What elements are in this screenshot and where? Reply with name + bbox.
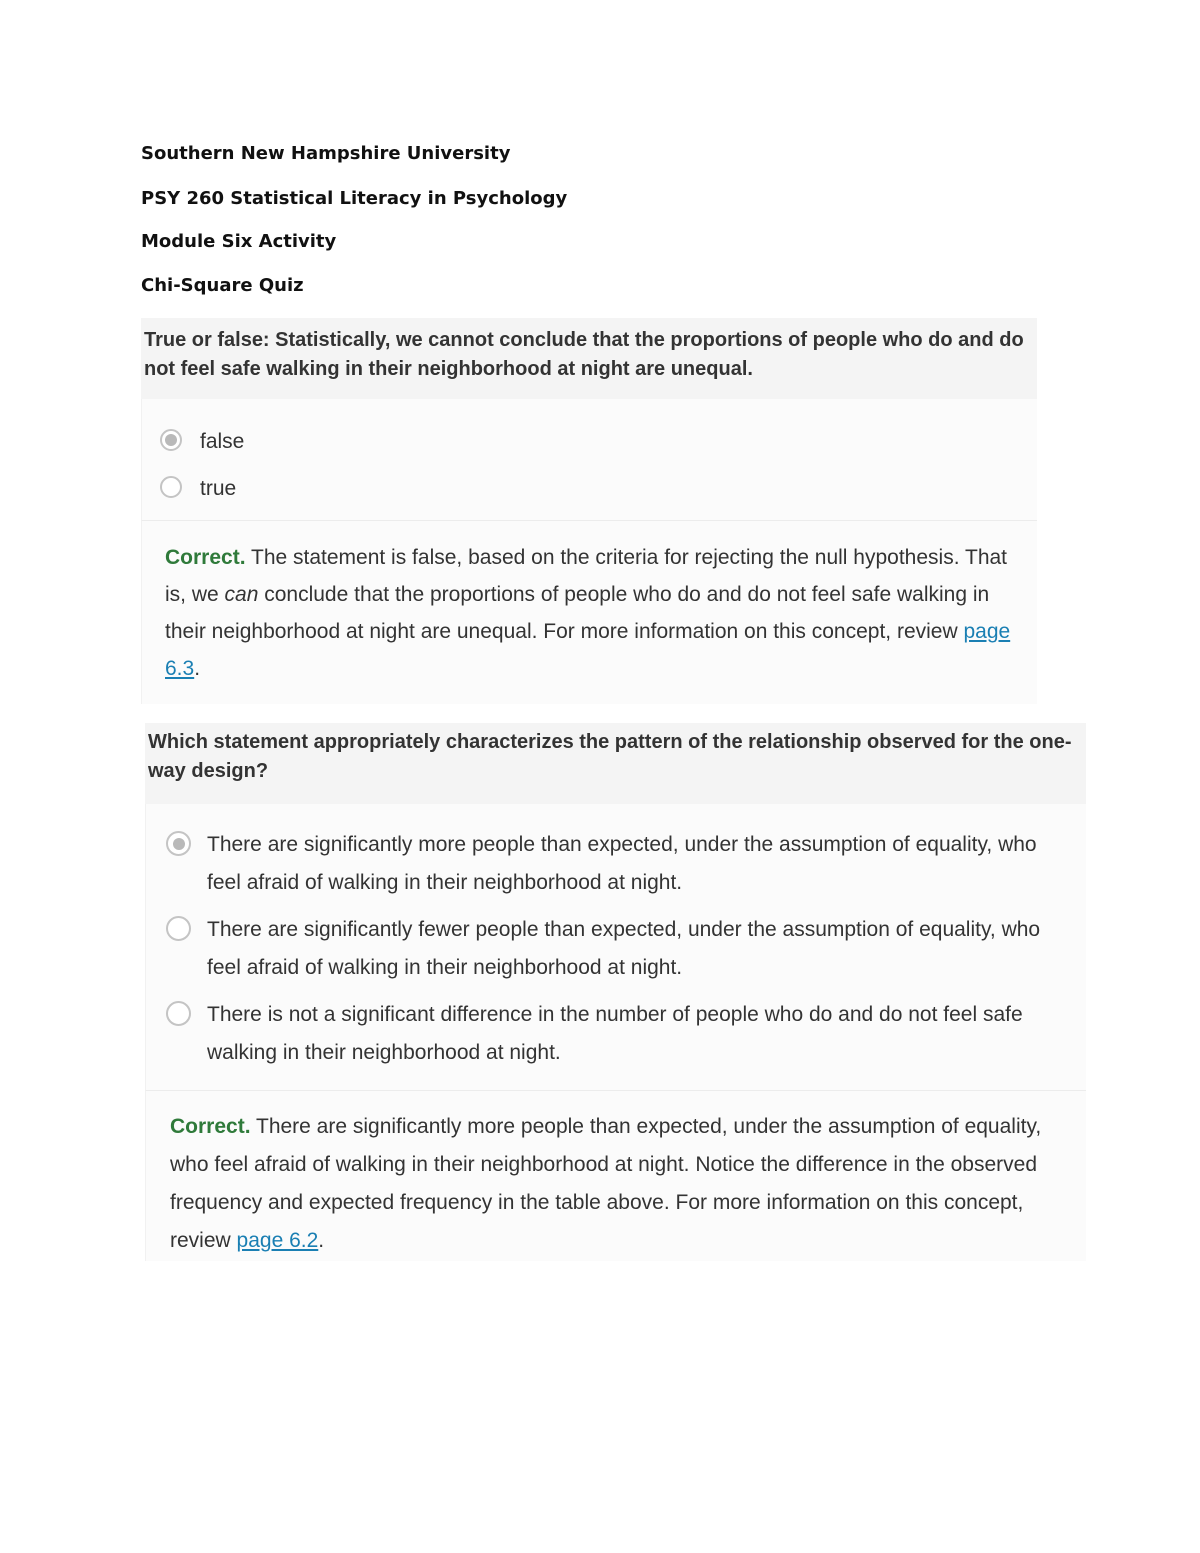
review-page-link[interactable]: page 6.3 xyxy=(165,620,1011,680)
answer-option-more[interactable] xyxy=(146,826,1086,911)
question-prompt: True or false: Statistically, we cannot conclude that the proportions of people who do and do not feel safe walking in their neighborhood at night are unequal. xyxy=(141,318,1037,399)
university-name: Southern New Hampshire University xyxy=(141,143,511,164)
answer-option-fewer[interactable] xyxy=(146,911,1086,996)
answer-option-label: There are significantly more people than expected, under the assumption of equality, who feel afraid of walking in their neighborhood at night. xyxy=(207,833,1037,894)
question-card-1 xyxy=(141,318,1037,704)
answer-option-label: false xyxy=(200,430,245,453)
module-title: Module Six Activity xyxy=(141,231,337,252)
answer-option-false[interactable] xyxy=(142,421,1037,468)
feedback-text: conclude that the proportions of people who do and do not feel safe walking in their neighborhood at night are unequal. For more information on this concept, review xyxy=(165,583,990,643)
question-card-2 xyxy=(145,723,1086,1261)
review-page-link[interactable]: page 6.2 xyxy=(236,1229,319,1252)
feedback-panel xyxy=(145,1091,1086,1261)
feedback-text: The statement is false, based on the criteria for rejecting the null hypothesis. That is, we xyxy=(165,546,1008,606)
answer-option-no-difference[interactable] xyxy=(146,996,1086,1081)
quiz-title: Chi-Square Quiz xyxy=(141,275,304,296)
answer-option-true[interactable] xyxy=(142,468,1037,515)
feedback-text: There are significantly more people than expected, under the assumption of equality, who feel afraid of walking in their neighborhood at night. Notice the difference in the observed frequency and expected frequency in the table above. For more information on this concept, review xyxy=(170,1115,1042,1252)
course-title: PSY 260 Statistical Literacy in Psychology xyxy=(141,188,568,209)
radio-empty-icon[interactable] xyxy=(166,916,191,941)
radio-empty-icon[interactable] xyxy=(160,476,182,498)
radio-selected-icon[interactable] xyxy=(166,831,191,856)
radio-empty-icon[interactable] xyxy=(166,1001,191,1026)
answer-option-label: There is not a significant difference in the number of people who do and do not feel safe walking in their neighborhood at night. xyxy=(207,1003,1023,1064)
feedback-end: . xyxy=(194,657,201,680)
answer-option-label: There are significantly fewer people than expected, under the assumption of equality, who feel afraid of walking in their neighborhood at night. xyxy=(207,918,1041,979)
feedback-status: Correct. xyxy=(165,546,246,569)
feedback-end: . xyxy=(318,1229,325,1252)
answer-options xyxy=(141,399,1037,521)
answer-option-label: true xyxy=(200,477,237,500)
feedback-status: Correct. xyxy=(170,1115,251,1138)
question-prompt: Which statement appropriately characterizes the pattern of the relationship observed for the one-way design? xyxy=(145,723,1086,804)
feedback-emphasis: can xyxy=(224,583,259,606)
radio-selected-icon[interactable] xyxy=(160,429,182,451)
feedback-panel xyxy=(141,521,1037,704)
answer-options xyxy=(145,804,1086,1091)
